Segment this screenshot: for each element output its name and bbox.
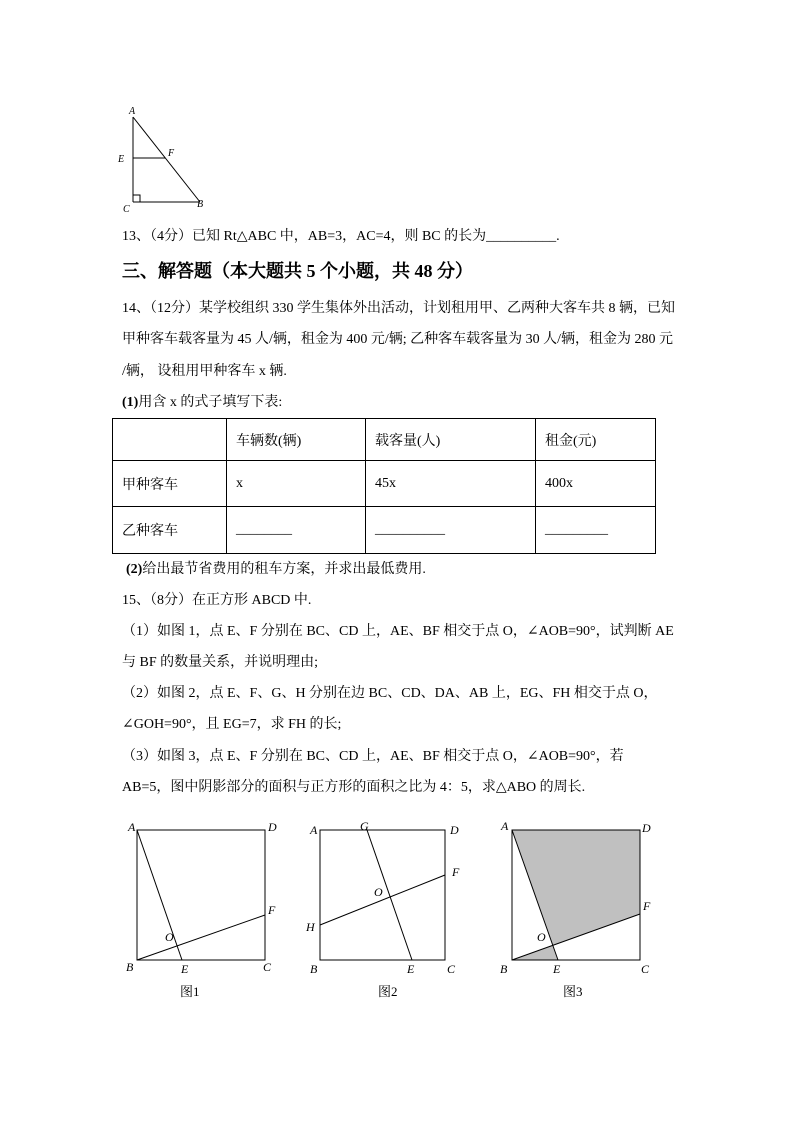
figure-2 [305, 819, 460, 999]
figure-3 [500, 819, 651, 999]
q13-label-A: A [129, 106, 136, 117]
fig2-label-H: H [306, 920, 315, 934]
rental-table [112, 418, 656, 554]
fig2-label-O: O [374, 885, 383, 899]
table-header-row [113, 419, 656, 461]
q15-line-6: （3）如图 3，点 E、F 分别在 BC、CD 上，AE、BF 相交于点 O，∠AOB=90°，若 [122, 749, 624, 764]
q14-line-2: 甲种客车载客量为 45 人/辆，租金为 400 元/辆; 乙种客车载客量为 30 人/辆，租金为 280 元 [122, 332, 674, 347]
q15-line-5: ∠GOH=90°，且 EG=7，求 FH 的长; [122, 717, 342, 732]
q14-part2-number: (2) [126, 562, 143, 577]
q14-part2 [126, 560, 426, 580]
fig2-line-HF [320, 875, 445, 925]
q13-right-angle-mark [133, 195, 140, 202]
fig1-label-F: F [268, 903, 276, 917]
fig1-label-D: D [268, 820, 277, 834]
q15-figures [115, 815, 665, 1005]
q13-label-B: B [197, 199, 204, 210]
fig2-caption: 图2 [378, 984, 398, 999]
fig3-caption: 图3 [563, 984, 583, 999]
fig1-label-O: O [165, 930, 174, 944]
section3-heading: 三、解答题（本大题共 5 个小题，共 48 分） [122, 261, 473, 281]
fig1-caption: 图1 [180, 984, 200, 999]
fig1-square [137, 830, 265, 960]
table-cell: x [227, 461, 366, 507]
table-cell: 45x [366, 461, 536, 507]
table-row [113, 507, 656, 554]
fig3-label-O: O [537, 930, 546, 944]
table-corner-cell [113, 419, 227, 461]
q14-line-3: /辆， 设租用甲种客车 x 辆. [122, 364, 287, 379]
q13-label-C: C [123, 204, 130, 215]
q14-part1 [122, 393, 282, 413]
fig2-label-A: A [310, 823, 318, 837]
table-cell: 400x [536, 461, 656, 507]
q15-line-2: （1）如图 1，点 E、F 分别在 BC、CD 上，AE、BF 相交于点 O，∠AOB=90°，试判断 AE [122, 624, 674, 639]
fig3-shaded-region [512, 830, 640, 945]
q15-line-7: AB=5，图中阴影部分的面积与正方形的面积之比为 4：5，求△ABO 的周长. [122, 780, 586, 795]
fig1-label-C: C [263, 960, 272, 974]
q13-side-AB [133, 117, 200, 202]
fig1-label-E: E [181, 962, 189, 976]
fig2-label-D: D [450, 823, 459, 837]
q13-triangle-figure [110, 100, 220, 220]
fig2-label-C: C [447, 962, 456, 976]
fig3-label-D: D [642, 821, 651, 835]
q13-text: 13、（4分）已知 Rt△ABC 中，AB=3，AC=4，则 BC 的长为__________. [122, 229, 560, 244]
table-blank-cell: ________ [227, 507, 366, 554]
fig2-label-G: G [360, 819, 369, 833]
fig1-line-AE [137, 830, 182, 960]
table-row-label: 乙种客车 [113, 507, 227, 554]
table-header-vehicles: 车辆数(辆) [227, 419, 366, 461]
fig1-line-BF [137, 915, 265, 960]
fig3-label-A: A [501, 819, 509, 833]
table-header-rent: 租金(元) [536, 419, 656, 461]
fig3-label-C: C [641, 962, 650, 976]
fig2-label-B: B [310, 962, 318, 976]
q14-part2-text: 给出最节省费用的租车方案，并求出最低费用. [142, 562, 426, 577]
table-row-label: 甲种客车 [113, 461, 227, 507]
q15-line-1: 15、（8分）在正方形 ABCD 中. [122, 593, 312, 608]
fig3-label-B: B [500, 962, 508, 976]
fig2-label-F: F [452, 865, 460, 879]
q15-line-3: 与 BF 的数量关系，并说明理由; [122, 655, 319, 670]
fig3-label-E: E [553, 962, 561, 976]
fig1-label-B: B [126, 960, 134, 974]
table-header-capacity: 载客量(人) [366, 419, 536, 461]
q15-line-4: （2）如图 2，点 E、F、G、H 分别在边 BC、CD、DA、AB 上，EG、FH 相交于点 O， [122, 686, 658, 701]
q13-label-E: E [118, 154, 125, 165]
table-row [113, 461, 656, 507]
table-blank-cell: _________ [536, 507, 656, 554]
figure-1 [126, 820, 277, 999]
fig3-label-F: F [643, 899, 651, 913]
q14-part1-number: (1) [122, 395, 139, 410]
fig1-label-A: A [128, 820, 136, 834]
q13-label-F: F [168, 148, 175, 159]
q14-line-1: 14、（12分）某学校组织 330 学生集体外出活动，计划租用甲、乙两种大客车共 8 辆，已知 [122, 301, 675, 316]
table-blank-cell: __________ [366, 507, 536, 554]
fig2-label-E: E [407, 962, 415, 976]
q14-part1-text: 用含 x 的式子填写下表: [138, 395, 283, 410]
